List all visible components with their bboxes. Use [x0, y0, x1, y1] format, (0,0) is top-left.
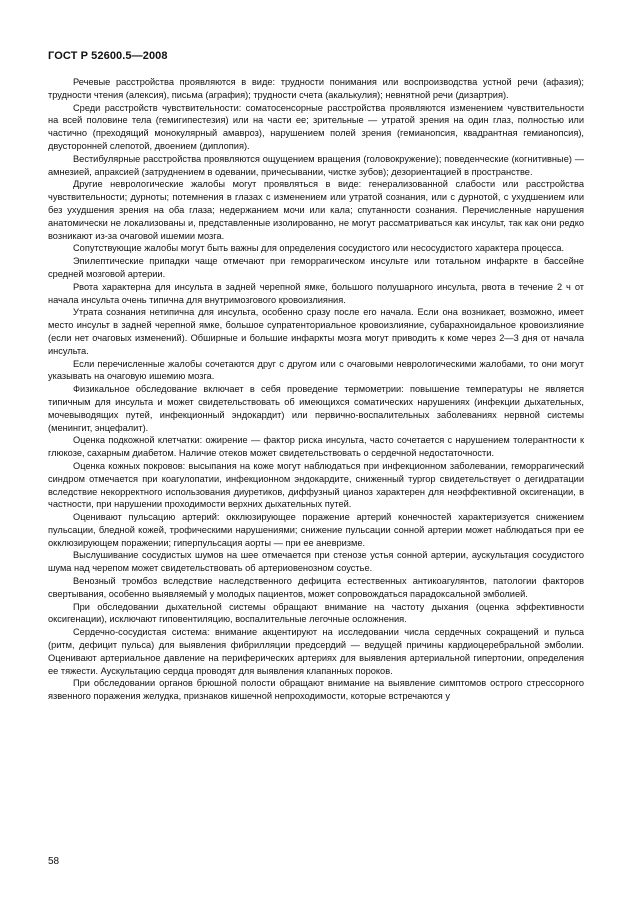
- paragraph: Сердечно-сосудистая система: внимание акцентируют на исследовании числа сердечных сокращений и пульса (ритм, дефицит пульса) для выявления фибрилляции предсердий — ведущей причины кардиоцеребральной эмболии. Оценивают артериальное давление на периферических артериях для выявления артериальной гипертонии, определения ее тяжести. Аускультацию сердца проводят для выявления клапанных пороков.: [48, 627, 584, 676]
- paragraph: Рвота характерна для инсульта в задней черепной ямке, большого полушарного инсульта, рвота в течение 2 ч от начала инсульта очень типична для внутримозгового кровоизлияния.: [48, 281, 584, 305]
- paragraph: Сопутствующие жалобы могут быть важны для определения сосудистого или несосудистого характера процесса.: [73, 243, 565, 254]
- paragraph: Если перечисленные жалобы сочетаются друг с другом или с очаговыми неврологическими жалобами, то они могут указывать на очаговую ишемию мозга.: [48, 358, 584, 382]
- paragraph: Оценка кожных покровов: высыпания на коже могут наблюдаться при инфекционном заболевании, геморрагический синдром отмечается при коагулопатии, инфекционном эндокардите, сниженный тургор свидетельствует о дегидратации вследствие некорректного использования диуретиков, диффузный цианоз характерен для неэффективной оксигенации, в частности, при нарушении проходимости верхних дыхательных путей.: [48, 460, 584, 510]
- paragraph: Физикальное обследование включает в себя проведение термометрии: повышение температуры не является типичным для инсульта и может свидетельствовать об имеющихся соматических нарушениях (инфекции дыхательных, мочевыводящих путей, инфекционный эндокардит) или первично-воспалительных заболеваниях нервной системы (менингит, энцефалит).: [48, 384, 584, 433]
- document-header: ГОСТ Р 52600.5—2008: [48, 50, 168, 62]
- paragraph: При обследовании дыхательной системы обращают внимание на частоту дыхания (оценка эффективности оксигенации), исключают гиповентиляцию, воспалительные легочные осложнения.: [48, 601, 584, 625]
- paragraph: Оценивают пульсацию артерий: окклюзирующее поражение артерий конечностей характеризуется снижением пульсации, бледной кожей, трофическими нарушениями; снижение пульсации сонной артерии может наблюдаться при ее окклюзирующем поражении; гиперпульсация аорты — при ее аневризме.: [48, 512, 584, 548]
- page-number: 58: [48, 856, 60, 867]
- paragraph: Оценка подкожной клетчатки: ожирение — фактор риска инсульта, часто сочетается с нарушением толерантности к глюкозе, сахарным диабетом. Наличие отеков может свидетельствовать о сердечной недостаточности.: [48, 435, 584, 459]
- paragraph: Среди расстройств чувствительности: соматосенсорные расстройства проявляются изменением чувствительности на всей половине тела (гемигипестезия) или на части ее; зрительные — утратой зрения на один глаз, полностью или частично (преходящий монокулярный амавроз), нарушением полей зрения (гемианопсия, квадрантная гемианопсия), двусторонней слепотой, двоением (диплопия).: [48, 102, 584, 151]
- paragraph: Эпилептические припадки чаще отмечают при геморрагическом инсульте или тотальном инфаркте в бассейне средней мозговой артерии.: [48, 256, 584, 279]
- paragraph: Венозный тромбоз вследствие наследственного дефицита естественных антикоагулянтов, патологии факторов свертывания, особенно выявляемый у молодых пациентов, может сопровождаться парадоксальной эмболией.: [48, 576, 584, 599]
- paragraph: При обследовании органов брюшной полости обращают внимание на выявление симптомов острого стрессорного язвенного поражения желудка, признаков кишечной непроходимости, которые встречаются у: [48, 678, 584, 702]
- paragraph: Вестибулярные расстройства проявляются ощущением вращения (головокружение); поведенческие (когнитивные) — амнезией, апраксией (затруднением в одевании, причесывании, чистке зубов); дезориентацией в пространстве.: [48, 153, 584, 177]
- paragraph: Утрата сознания нетипична для инсульта, особенно сразу после его начала. Если она возникает, возможно, имеет место инсульт в задней черепной ямке, большое супратенториальное кровоизлияние, субарахноидальное кровоизлияние (если нет очаговых изменений). Обширные и большие инфаркты мозга могут приводить к коме через 2—3 дня от начала инсульта.: [48, 307, 584, 356]
- paragraph: Другие неврологические жалобы могут проявляться в виде: генерализованной слабости или расстройства чувствительности; дурноты; потемнения в глазах с изменением или утратой сознания, или с дурнотой, с ухудшением или без ухудшения зрения на оба глаза; недержанием мочи или кала; спутанности сознания. Перечисленные нарушения анатомически не локализованы и, представленные изолированно, не могут рассматриваться как инсульт, так как они редко возникают из-за очаговой ишемии мозга.: [48, 179, 584, 241]
- paragraph: Выслушивание сосудистых шумов на шее отмечается при стенозе устья сонной артерии, аускультация сосудистого шума над черепом может свидетельствовать об артериовенозном соустье.: [48, 550, 584, 574]
- document-body: [48, 76, 584, 703]
- paragraph: Речевые расстройства проявляются в виде: трудности понимания или воспроизводства устной речи (афазия); трудности чтения (алексия), письма (аграфия); трудности счета (акалькулия); невнятной речи (дизартрия).: [48, 77, 584, 100]
